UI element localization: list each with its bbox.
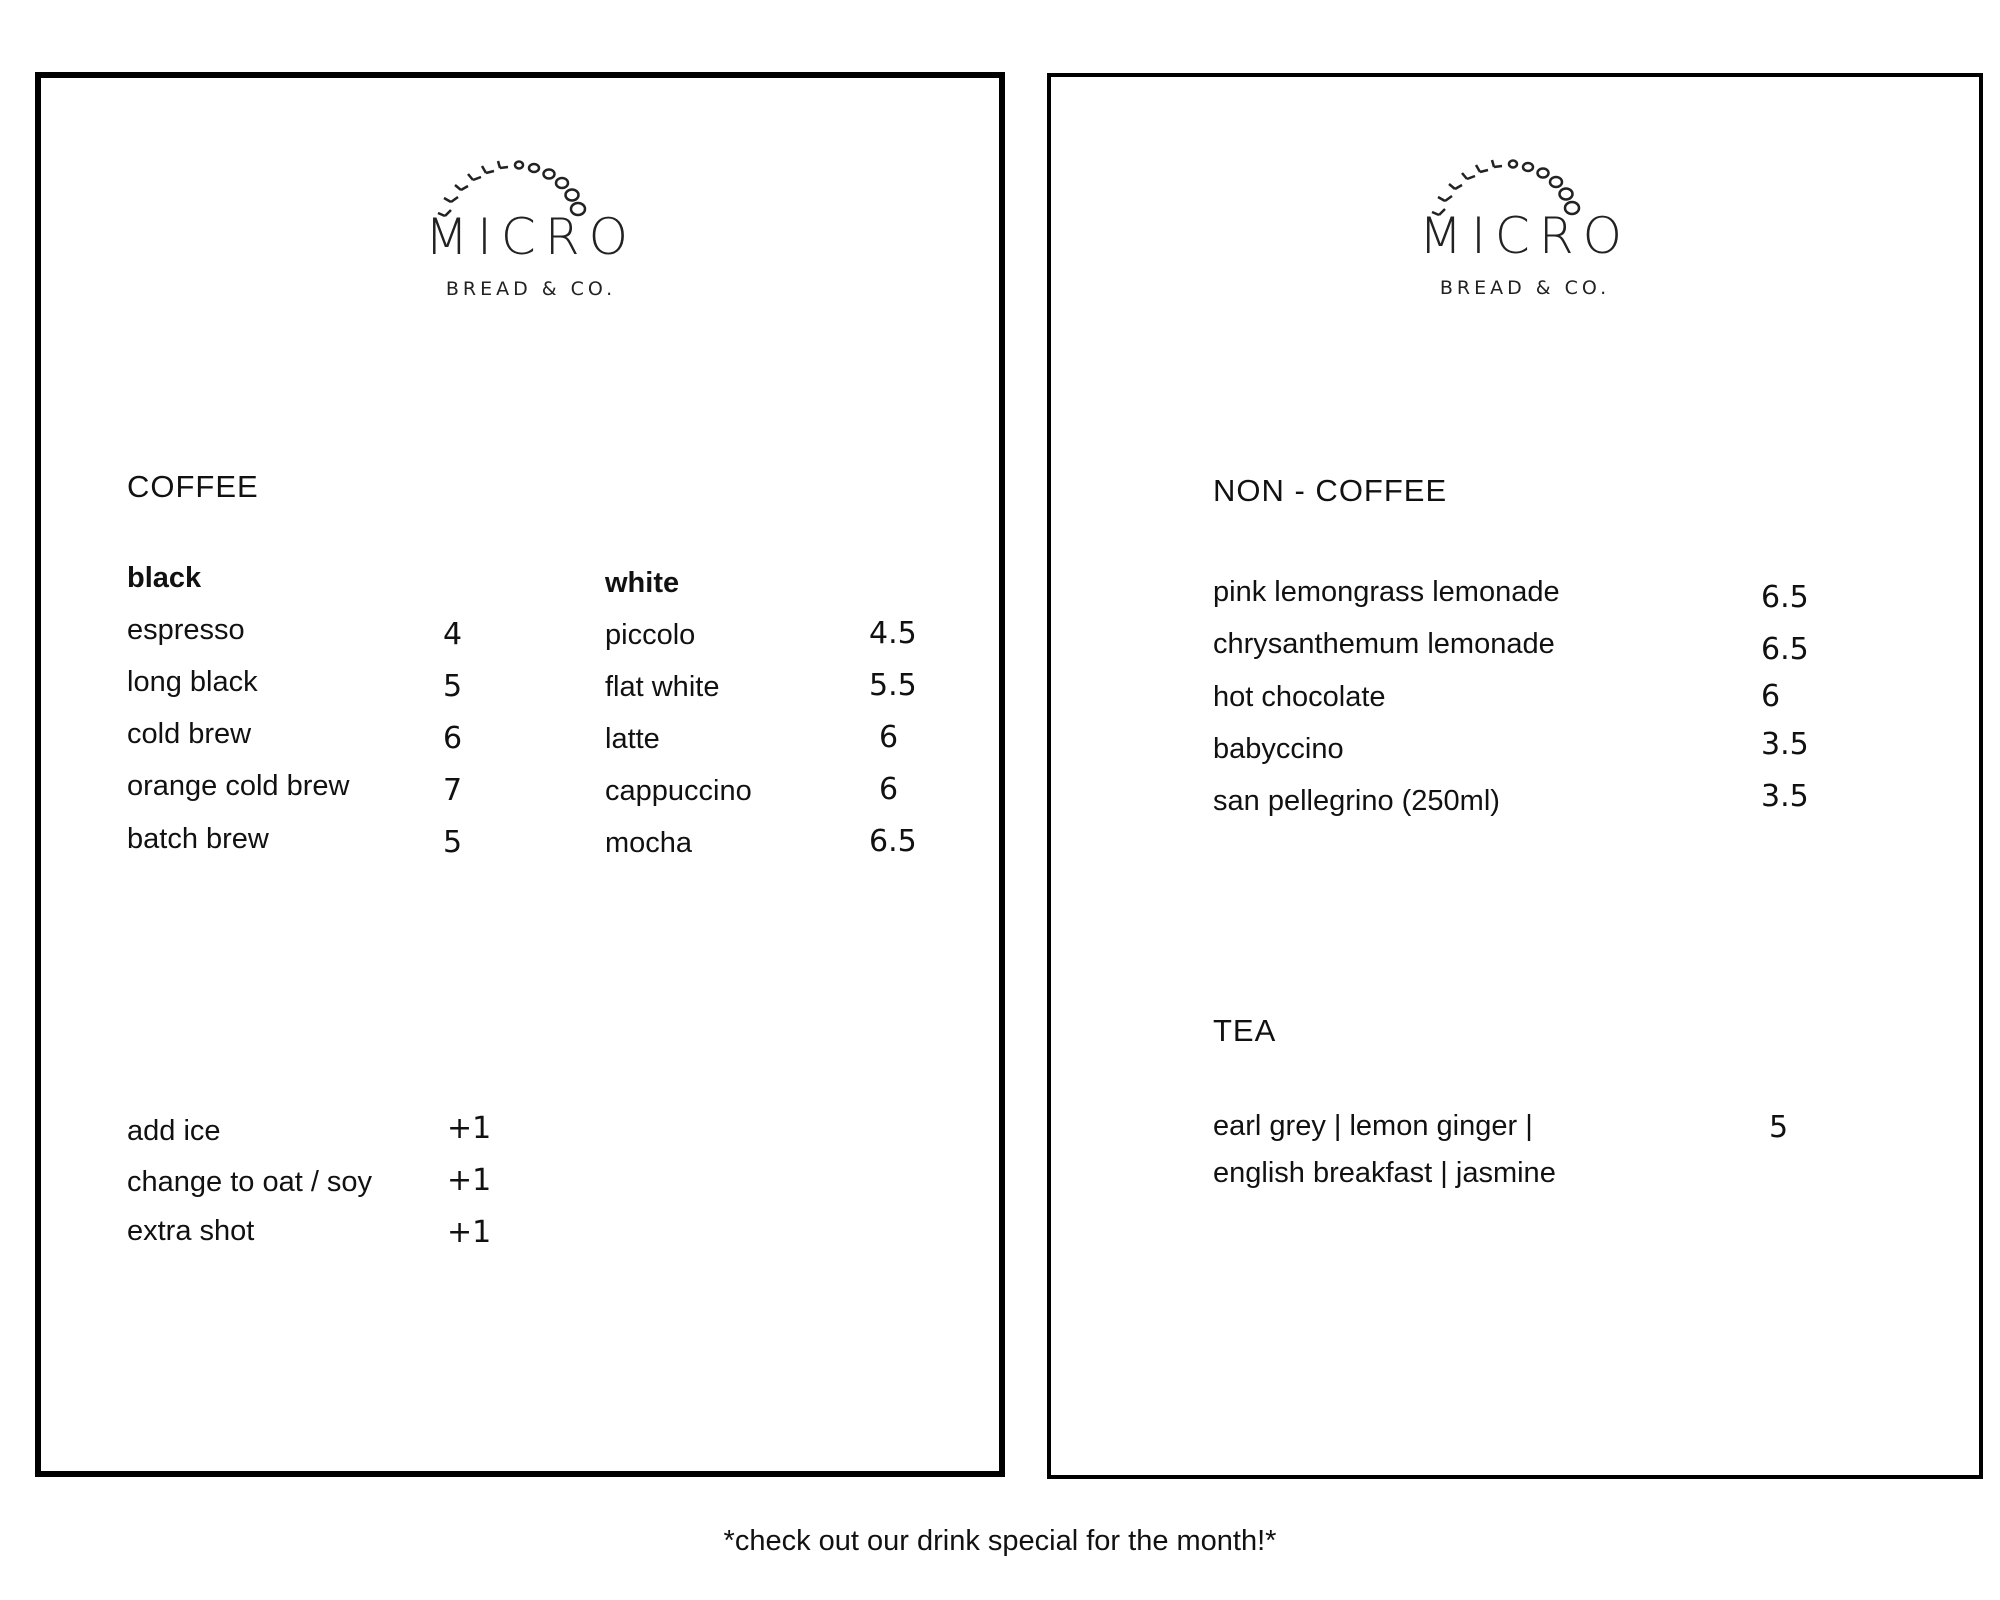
menu-item: orange cold brew bbox=[127, 770, 350, 802]
menu-price: 4.5 bbox=[869, 616, 917, 651]
logo-wordmark: MICRO bbox=[1419, 207, 1631, 265]
menu-item: batch brew bbox=[127, 823, 269, 855]
menu-item: flat white bbox=[605, 671, 720, 703]
tea-price: 5 bbox=[1769, 1110, 1789, 1145]
tea-heading: TEA bbox=[1213, 1013, 1277, 1048]
micro-bread-logo bbox=[421, 146, 641, 306]
tea-varieties-line1: earl grey | lemon ginger | bbox=[1213, 1110, 1533, 1142]
extra-item: change to oat / soy bbox=[127, 1166, 373, 1198]
menu-item: cappuccino bbox=[605, 775, 752, 807]
extra-item: add ice bbox=[127, 1115, 221, 1147]
black-subheading: black bbox=[127, 562, 202, 594]
menu-price: 6.5 bbox=[869, 824, 917, 859]
menu-item: espresso bbox=[127, 614, 245, 646]
logo-subtitle: BREAD & CO. bbox=[445, 278, 617, 300]
menu-price: 6.5 bbox=[1761, 632, 1809, 667]
white-subheading: white bbox=[605, 567, 680, 599]
menu-item: san pellegrino (250ml) bbox=[1213, 785, 1500, 817]
extra-price: +1 bbox=[447, 1215, 492, 1250]
menu-price: 3.5 bbox=[1761, 779, 1809, 814]
menu-price: 6 bbox=[879, 772, 899, 807]
menu-item: pink lemongrass lemonade bbox=[1213, 576, 1560, 608]
menu-item: mocha bbox=[605, 827, 693, 859]
menu-item: long black bbox=[127, 666, 258, 698]
coffee-menu-panel bbox=[35, 72, 1005, 1477]
extra-price: +1 bbox=[447, 1111, 492, 1146]
menu-price: 7 bbox=[443, 773, 463, 808]
menu-price: 5 bbox=[443, 669, 463, 704]
menu-item: hot chocolate bbox=[1213, 681, 1386, 713]
menu-price: 6 bbox=[879, 720, 899, 755]
menu-item: piccolo bbox=[605, 619, 696, 651]
footer-note: *check out our drink special for the month!* bbox=[723, 1525, 1277, 1557]
menu-price: 5.5 bbox=[869, 668, 917, 703]
menu-price: 5 bbox=[443, 825, 463, 860]
menu-item: chrysanthemum lemonade bbox=[1213, 628, 1555, 660]
menu-item: latte bbox=[605, 723, 660, 755]
menu-price: 3.5 bbox=[1761, 727, 1809, 762]
coffee-heading: COFFEE bbox=[127, 469, 259, 504]
logo-subtitle: BREAD & CO. bbox=[1439, 277, 1611, 299]
tea-varieties-line2: english breakfast | jasmine bbox=[1213, 1157, 1556, 1189]
non-coffee-menu-panel bbox=[1047, 73, 1983, 1479]
logo-wordmark: MICRO bbox=[425, 208, 637, 266]
extra-item: extra shot bbox=[127, 1215, 255, 1247]
extra-price: +1 bbox=[447, 1163, 492, 1198]
menu-item: babyccino bbox=[1213, 733, 1344, 765]
menu-price: 6.5 bbox=[1761, 580, 1809, 615]
menu-price: 6 bbox=[1761, 679, 1781, 714]
menu-price: 4 bbox=[443, 617, 463, 652]
menu-item: cold brew bbox=[127, 718, 252, 750]
menu-price: 6 bbox=[443, 721, 463, 756]
micro-bread-logo bbox=[1415, 145, 1635, 305]
non-coffee-heading: NON - COFFEE bbox=[1213, 473, 1448, 508]
